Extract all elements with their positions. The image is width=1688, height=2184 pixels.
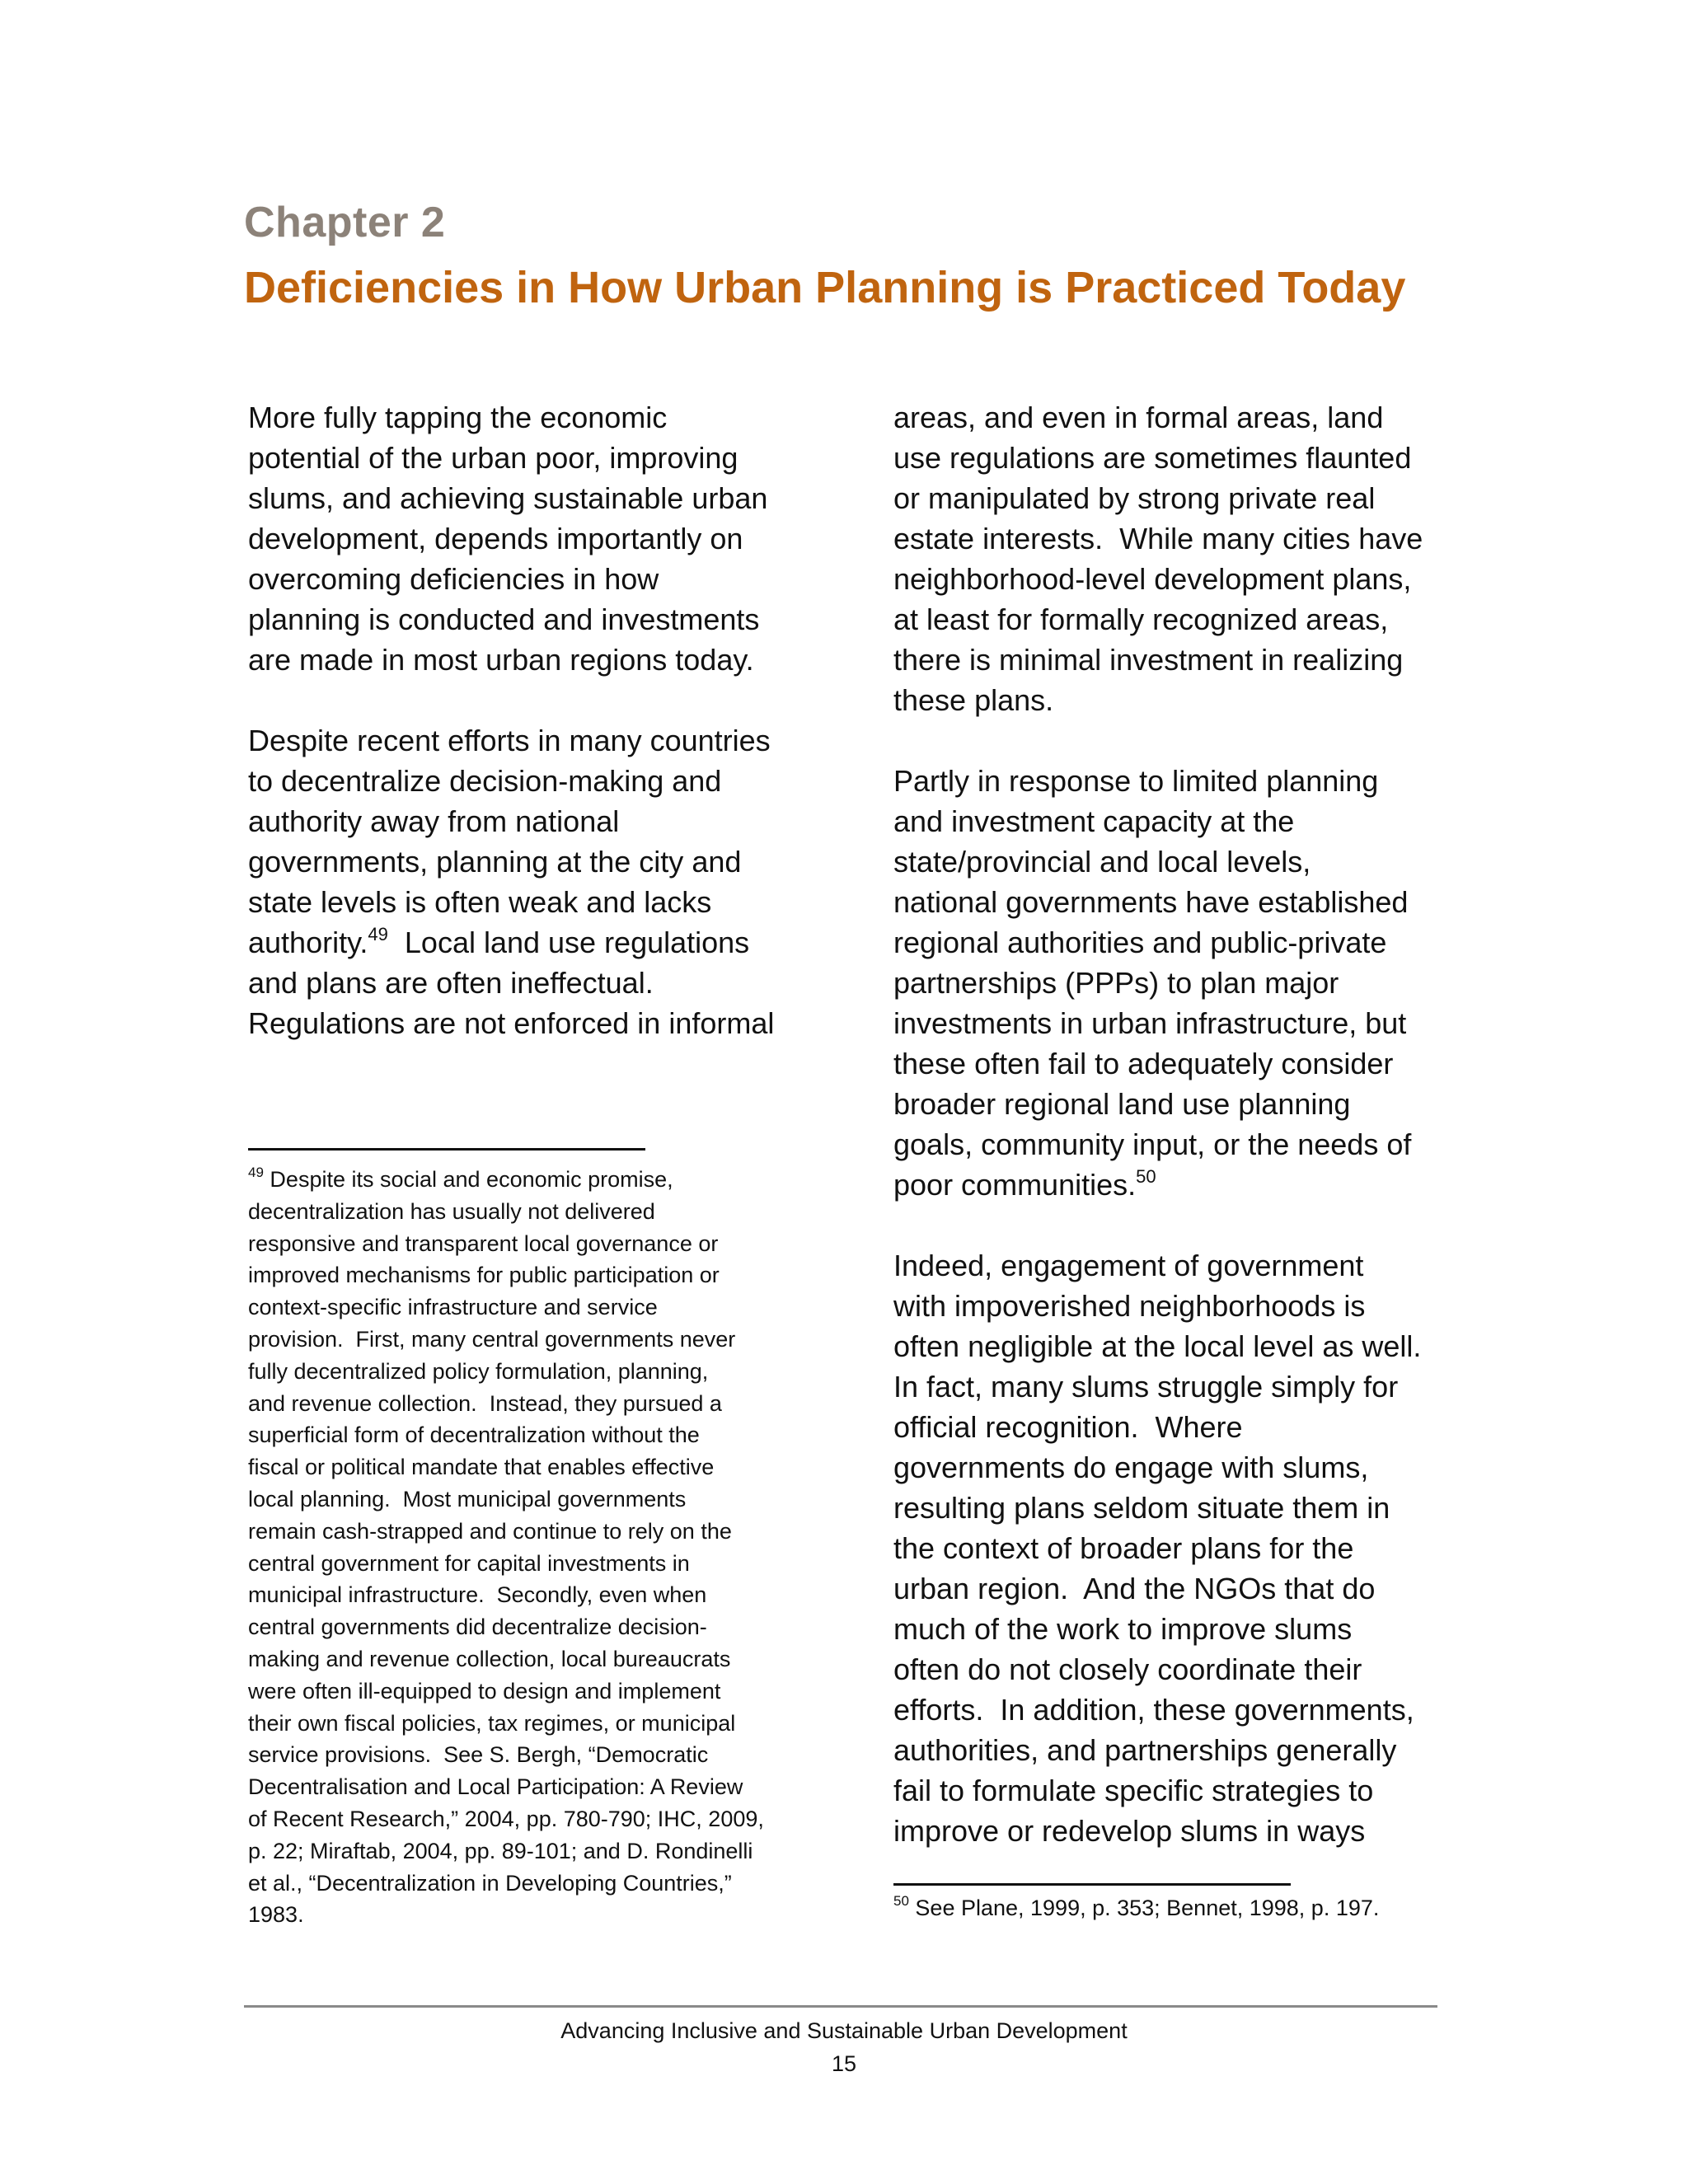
text-line: goals, community input, or the needs of	[893, 1127, 1412, 1161]
text-line: state/provincial and local levels,	[893, 845, 1311, 879]
text-line: these plans.	[893, 683, 1054, 717]
text-fragment: poor communities.	[893, 1168, 1137, 1202]
footnote-line: were often ill-equipped to design and implement	[248, 1678, 721, 1704]
text-line: overcoming deficiencies in how	[248, 562, 659, 596]
text-line: investments in urban infrastructure, but	[893, 1006, 1407, 1040]
footnote-separator-left	[248, 1148, 645, 1151]
footnote-line: provision. First, many central governments never	[248, 1326, 736, 1352]
text-line: In fact, many slums struggle simply for	[893, 1370, 1399, 1404]
footnote-line: central governments did decentralize decision-	[248, 1615, 707, 1640]
footnote-line: p. 22; Miraftab, 2004, pp. 89-101; and D. Rondinelli	[248, 1838, 753, 1863]
text-fragment: authority.	[248, 926, 368, 959]
footnote-line: fiscal or political mandate that enables effective	[248, 1455, 715, 1480]
text-line-with-footnote-ref	[893, 1165, 1454, 1205]
footnote-number-49: 49	[248, 1165, 264, 1180]
text-line: often do not closely coordinate their	[893, 1652, 1362, 1686]
text-line: Regulations are not enforced in informal	[248, 1006, 775, 1040]
text-line: governments do engage with slums,	[893, 1451, 1369, 1484]
text-line: More fully tapping the economic	[248, 401, 668, 434]
left-paragraph-2	[248, 720, 809, 1043]
text-line: use regulations are sometimes flaunted	[893, 441, 1412, 475]
chapter-title: Deficiencies in How Urban Planning is Practiced Today	[244, 263, 1406, 312]
footnote-line	[893, 1892, 1470, 1924]
footer-divider	[244, 2005, 1437, 2008]
text-line: there is minimal investment in realizing	[893, 643, 1404, 677]
footnote-line: of Recent Research,” 2004, pp. 780-790; IHC, 2009,	[248, 1806, 764, 1831]
left-paragraph-1	[248, 397, 809, 680]
text-line: with impoverished neighborhoods is	[893, 1289, 1366, 1323]
text-line: authority away from national	[248, 804, 620, 838]
text-line: areas, and even in formal areas, land	[893, 401, 1384, 434]
footnote-line: fully decentralized policy formulation, planning,	[248, 1358, 709, 1384]
footer-title: Advancing Inclusive and Sustainable Urban Development	[560, 2018, 1128, 2043]
text-line: the context of broader plans for the	[893, 1531, 1354, 1565]
footnote-line: their own fiscal policies, tax regimes, or municipal	[248, 1710, 736, 1736]
footnote-line	[248, 1164, 809, 1196]
text-line: at least for formally recognized areas,	[893, 602, 1389, 636]
text-line: to decentralize decision-making and	[248, 764, 722, 798]
footnote-line: responsive and transparent local governance or	[248, 1230, 719, 1256]
text-line: estate interests. While many cities have	[893, 522, 1423, 555]
footnote-line: local planning. Most municipal governments	[248, 1486, 687, 1511]
footnote-line: decentralization has usually not delivered	[248, 1198, 655, 1224]
chapter-label: Chapter 2	[244, 199, 446, 246]
text-line: urban region. And the NGOs that do	[893, 1572, 1376, 1605]
text-line: Despite recent efforts in many countries	[248, 724, 771, 757]
text-line: and investment capacity at the	[893, 804, 1295, 838]
footnote-line: Decentralisation and Local Participation: A Review	[248, 1774, 743, 1800]
text-line: authorities, and partnerships generally	[893, 1733, 1397, 1767]
page-number: 15	[831, 2051, 857, 2076]
footnote-line: service provisions. See S. Bergh, “Democratic	[248, 1742, 709, 1768]
text-line: or manipulated by strong private real	[893, 481, 1376, 515]
text-line: Indeed, engagement of government	[893, 1249, 1364, 1282]
text-line: development, depends importantly on	[248, 522, 743, 555]
text-line: efforts. In addition, these governments,	[893, 1693, 1414, 1727]
text-line: broader regional land use planning	[893, 1087, 1351, 1121]
text-line-with-footnote-ref	[248, 922, 809, 963]
text-line: official recognition. Where	[893, 1410, 1243, 1444]
text-line: regional authorities and public-private	[893, 926, 1387, 959]
text-line: partnerships (PPPs) to plan major	[893, 966, 1339, 1000]
footnote-line: context-specific infrastructure and service	[248, 1295, 658, 1320]
text-fragment: Despite its social and economic promise,	[263, 1167, 673, 1192]
footnote-line: municipal infrastructure. Secondly, even when	[248, 1582, 707, 1608]
footnote-ref-50[interactable]: 50	[1136, 1166, 1156, 1187]
text-line: planning is conducted and investments	[248, 602, 760, 636]
footnote-line: superficial form of decentralization without the	[248, 1422, 700, 1448]
footnote-line: central government for capital investments in	[248, 1550, 690, 1576]
left-column	[248, 397, 809, 1043]
text-line: national governments have established	[893, 885, 1409, 919]
text-line: neighborhood-level development plans,	[893, 562, 1412, 596]
footnote-number-50: 50	[893, 1893, 909, 1909]
text-line: much of the work to improve slums	[893, 1612, 1353, 1646]
footnote-line: et al., “Decentralization in Developing Countries,”	[248, 1870, 732, 1896]
text-line: these often fail to adequately consider	[893, 1047, 1394, 1080]
text-fragment: See Plane, 1999, p. 353; Bennet, 1998, p. 197.	[908, 1896, 1380, 1920]
text-fragment: Local land use regulations	[387, 926, 750, 959]
text-line: fail to formulate specific strategies to	[893, 1774, 1374, 1807]
text-line: Partly in response to limited planning	[893, 764, 1379, 798]
text-line: resulting plans seldom situate them in	[893, 1491, 1390, 1525]
text-line: governments, planning at the city and	[248, 845, 742, 879]
text-line: improve or redevelop slums in ways	[893, 1814, 1366, 1848]
footnote-line: improved mechanisms for public participation or	[248, 1263, 720, 1288]
right-column	[893, 397, 1454, 1851]
footnote-50	[893, 1892, 1470, 1924]
footnote-line: and revenue collection. Instead, they pursued a	[248, 1390, 722, 1416]
footnote-line: 1983.	[248, 1902, 304, 1928]
footnote-ref-49[interactable]: 49	[368, 924, 388, 944]
footnote-line: remain cash-strapped and continue to rely on the	[248, 1518, 732, 1544]
footnote-49	[248, 1164, 809, 1931]
right-paragraph-1	[893, 397, 1454, 720]
right-paragraph-3	[893, 1245, 1454, 1851]
right-paragraph-2	[893, 761, 1454, 1205]
footnote-separator-right	[893, 1883, 1291, 1886]
text-line: potential of the urban poor, improving	[248, 441, 738, 475]
text-line: state levels is often weak and lacks	[248, 885, 712, 919]
text-line: often negligible at the local level as well.	[893, 1329, 1422, 1363]
text-line: are made in most urban regions today.	[248, 643, 754, 677]
text-line: slums, and achieving sustainable urban	[248, 481, 768, 515]
footnote-line: making and revenue collection, local bureaucrats	[248, 1646, 731, 1671]
text-line: and plans are often ineffectual.	[248, 966, 654, 1000]
